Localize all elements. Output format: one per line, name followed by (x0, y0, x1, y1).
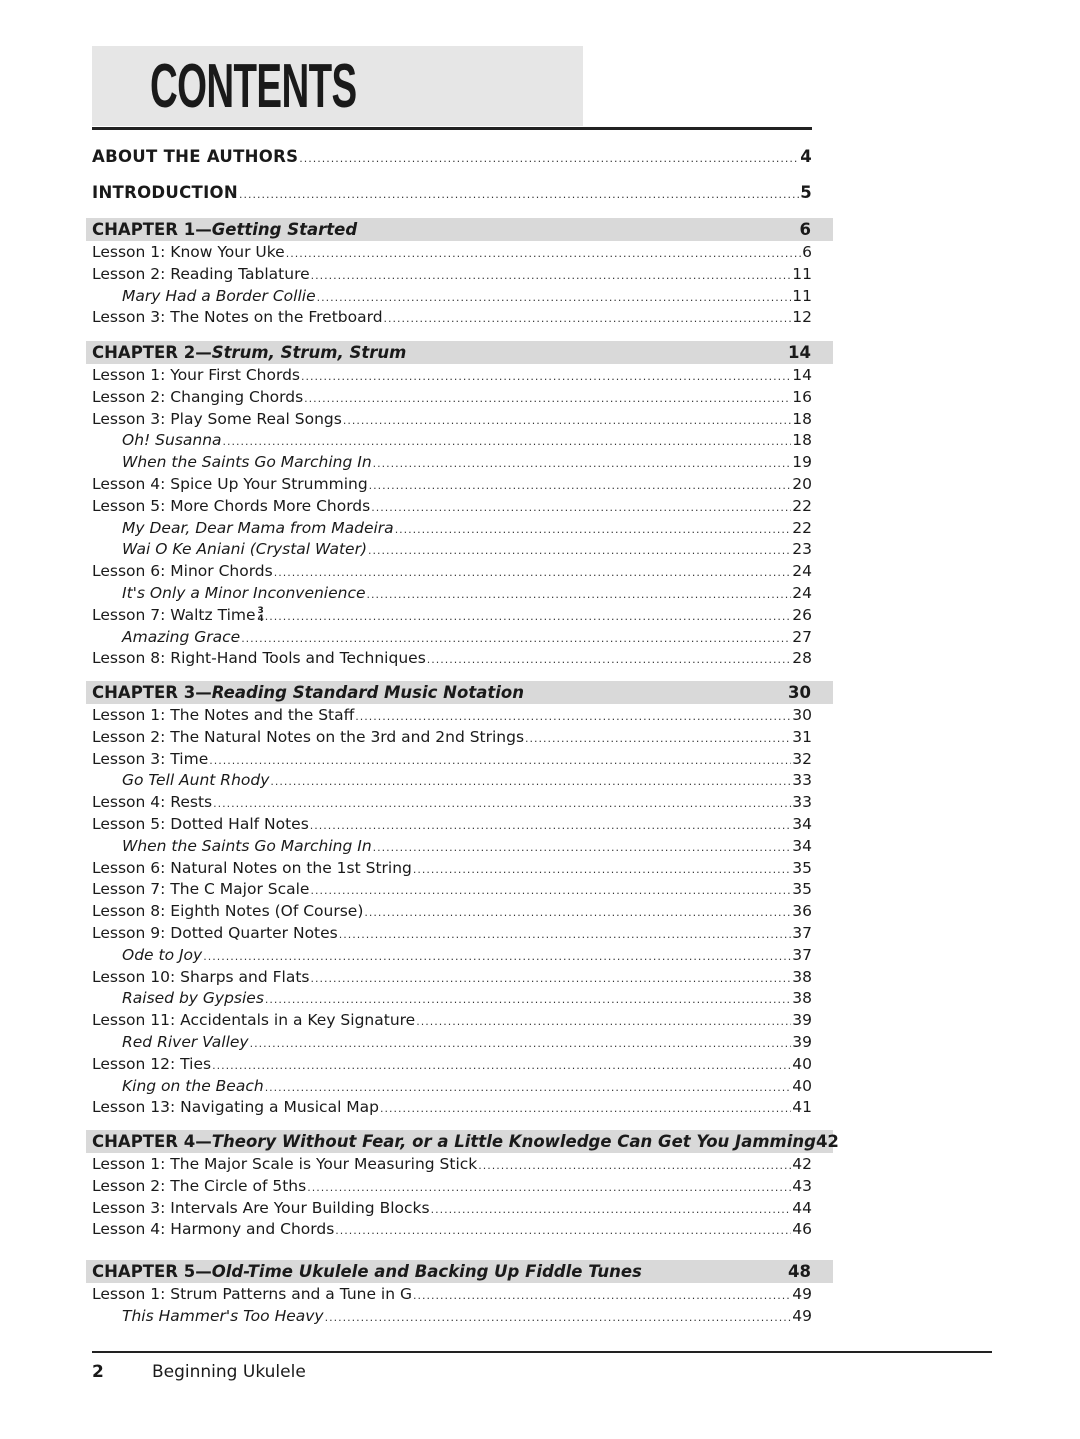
entry-label: Wai O Ke Aniani (Crystal Water) (122, 540, 368, 559)
footer-book-title: Beginning Ukulele (152, 1362, 306, 1382)
entry-page-number: 23 (792, 540, 812, 559)
entry-label: INTRODUCTION (92, 183, 238, 202)
entry-label: Lesson 1: Strum Patterns and a Tune in G (92, 1285, 413, 1303)
entry-page-number: 37 (792, 945, 812, 964)
time-signature-bottom: 4 (257, 614, 264, 625)
lesson-entry[interactable] (92, 1053, 812, 1075)
entry-page-number: 24 (792, 584, 812, 602)
entry-label: Lesson 5: More Chords More Chords (92, 496, 371, 515)
entry-label: Mary Had a Border Collie (122, 286, 316, 305)
entry-page-number: 35 (792, 880, 812, 899)
entry-label: Lesson 3: The Notes on the Fretboard (92, 308, 383, 327)
dot-leader (311, 265, 792, 287)
entry-label: Oh! Susanna (122, 431, 222, 450)
entry-page-number: 41 (792, 1098, 812, 1117)
footer-divider (92, 1351, 992, 1353)
chapter-heading[interactable] (86, 1260, 833, 1283)
dot-leader (364, 902, 791, 924)
entry-label: My Dear, Dear Mama from Madeira (122, 518, 394, 537)
entry-label: Lesson 4: Spice Up Your Strumming (92, 475, 368, 493)
song-entry[interactable] (92, 1305, 812, 1327)
entry-page-number: 18 (792, 409, 812, 428)
entry-label: Lesson 3: Play Some Real Songs (92, 409, 342, 428)
entry-page-number: 5 (800, 183, 812, 202)
dot-leader (209, 750, 791, 772)
chapter-heading[interactable] (86, 341, 833, 364)
entry-label: Lesson 2: The Natural Notes on the 3rd and 2nd Strings (92, 727, 525, 746)
entry-label: Lesson 5: Dotted Half Notes (92, 815, 309, 833)
entry-page-number: 31 (792, 727, 812, 746)
entry-label: Lesson 4: Rests (92, 793, 213, 812)
entry-page-number: 42 (792, 1155, 812, 1173)
entry-label: Lesson 12: Ties (92, 1054, 212, 1073)
entry-label: Lesson 2: Changing Chords (92, 387, 304, 406)
dot-leader (431, 1199, 792, 1221)
entry-label: Lesson 4: Harmony and Chords (92, 1220, 335, 1239)
toc-main-entry[interactable] (92, 182, 812, 204)
dot-leader (310, 815, 791, 837)
dot-leader (310, 880, 791, 902)
entry-label: Raised by Gypsies (122, 989, 264, 1008)
entry-page-number: 46 (792, 1220, 812, 1239)
entry-page-number: 11 (792, 286, 812, 305)
lesson-entry[interactable] (92, 1218, 812, 1240)
dot-leader (384, 308, 792, 330)
lesson-entry[interactable] (92, 241, 812, 263)
chapter-page-number: 6 (799, 220, 811, 239)
chapter-number: CHAPTER 1— (92, 220, 212, 239)
entry-label: Lesson 1: Your First Chords (92, 366, 301, 384)
song-entry[interactable] (92, 987, 812, 1009)
chapter-page-number: 48 (788, 1262, 811, 1281)
entry-page-number: 33 (792, 793, 812, 812)
page-title: CONTENTS (150, 52, 357, 121)
entry-page-number: 44 (792, 1198, 812, 1217)
dot-leader (212, 1055, 791, 1077)
dot-leader (343, 410, 791, 432)
dot-leader (478, 1155, 791, 1177)
entry-page-number: 34 (792, 836, 812, 855)
entry-label: Lesson 7: Waltz Time 3 4 (92, 605, 264, 625)
lesson-entry[interactable] (92, 791, 812, 813)
dot-leader (395, 519, 792, 541)
dot-leader (380, 1098, 791, 1120)
dot-leader (367, 584, 792, 606)
chapter-title: Theory Without Fear, or a Little Knowledge Can Get You Jamming (211, 1132, 816, 1151)
entry-label: Red River Valley (122, 1033, 249, 1051)
song-entry[interactable] (92, 582, 812, 604)
dot-leader (250, 1033, 792, 1055)
dot-leader (371, 497, 791, 519)
lesson-entry[interactable] (92, 1009, 812, 1031)
chapter-heading[interactable] (86, 218, 833, 241)
time-signature-top: 3 (257, 606, 264, 617)
entry-label: When the Saints Go Marching In (122, 453, 372, 472)
entry-page-number: 35 (792, 858, 812, 877)
entry-page-number: 22 (792, 496, 812, 515)
lesson-entry[interactable] (92, 1096, 812, 1118)
song-entry[interactable] (92, 451, 812, 473)
entry-page-number: 4 (800, 147, 812, 166)
dot-leader (301, 366, 791, 388)
song-entry[interactable] (92, 429, 812, 451)
entry-label: Lesson 6: Minor Chords (92, 562, 273, 581)
chapter-page-number: 30 (788, 683, 811, 702)
lesson-entry[interactable] (92, 878, 812, 900)
entry-page-number: 38 (792, 967, 812, 986)
chapter-number: CHAPTER 2— (92, 343, 212, 362)
lesson-entry[interactable] (92, 966, 812, 988)
chapter-title: Strum, Strum, Strum (211, 343, 407, 362)
entry-page-number: 20 (792, 475, 812, 493)
lesson-entry[interactable] (92, 263, 812, 285)
dot-leader (317, 287, 792, 309)
dot-leader (299, 148, 799, 170)
dot-leader (304, 388, 791, 410)
entry-page-number: 11 (792, 264, 812, 283)
dot-leader (274, 562, 792, 584)
entry-label: Lesson 1: The Major Scale is Your Measuring Stick (92, 1155, 478, 1173)
entry-label: Go Tell Aunt Rhody (122, 771, 270, 790)
lesson-entry[interactable] (92, 386, 812, 408)
time-signature (258, 607, 264, 623)
entry-label: Lesson 13: Navigating a Musical Map (92, 1098, 380, 1117)
entry-label: Lesson 3: Intervals Are Your Building Blocks (92, 1198, 430, 1217)
dot-leader (369, 475, 792, 497)
chapter-heading[interactable] (86, 681, 833, 704)
dot-leader (265, 1077, 792, 1099)
entry-page-number: 39 (792, 1033, 812, 1051)
song-entry[interactable] (92, 517, 812, 539)
lesson-entry[interactable] (92, 1197, 812, 1219)
dot-leader (325, 1307, 792, 1329)
chapter-number: CHAPTER 5— (92, 1262, 212, 1281)
dot-leader (213, 793, 791, 815)
lesson-entry[interactable] (92, 726, 812, 748)
entry-page-number: 40 (792, 1076, 812, 1095)
entry-label: Lesson 7: The C Major Scale (92, 880, 310, 899)
entry-page-number: 34 (792, 815, 812, 833)
entry-label: Lesson 8: Right-Hand Tools and Techniques (92, 649, 426, 668)
lesson-entry[interactable] (92, 495, 812, 517)
lesson-entry[interactable] (92, 364, 812, 386)
dot-leader (413, 859, 791, 881)
dot-leader (373, 837, 792, 859)
lesson-entry[interactable] (92, 1153, 812, 1175)
song-entry[interactable] (92, 538, 812, 560)
entry-label: Lesson 2: Reading Tablature (92, 264, 310, 283)
chapter-title: Getting Started (211, 220, 358, 239)
entry-label: ABOUT THE AUTHORS (92, 147, 299, 166)
entry-page-number: 12 (792, 308, 812, 327)
chapter-number: CHAPTER 4— (92, 1132, 212, 1151)
dot-leader (265, 989, 791, 1011)
entry-label: Lesson 1: Know Your Uke (92, 243, 285, 261)
entry-label: Lesson 8: Eighth Notes (Of Course) (92, 902, 364, 921)
entry-label: Amazing Grace (122, 627, 241, 646)
entry-page-number: 24 (792, 562, 812, 581)
entry-label: Lesson 9: Dotted Quarter Notes (92, 924, 338, 942)
entry-label: It's Only a Minor Inconvenience (122, 584, 366, 602)
entry-page-number: 6 (802, 243, 812, 261)
entry-page-number: 49 (792, 1306, 812, 1325)
dot-leader (416, 1011, 791, 1033)
entry-page-number: 38 (792, 989, 812, 1008)
entry-page-number: 39 (792, 1011, 812, 1030)
song-entry[interactable] (92, 626, 812, 648)
entry-label: Lesson 1: The Notes and the Staff (92, 706, 355, 724)
entry-page-number: 43 (792, 1176, 812, 1195)
song-entry[interactable] (92, 285, 812, 307)
entry-label: Lesson 6: Natural Notes on the 1st String (92, 858, 412, 877)
entry-label: Lesson 3: Time (92, 749, 209, 768)
entry-page-number: 49 (792, 1285, 812, 1303)
entry-page-number: 19 (792, 453, 812, 472)
chapter-page-number: 42 (815, 1132, 839, 1151)
dot-leader (241, 628, 791, 650)
lesson-entry[interactable] (92, 813, 812, 835)
entry-label: Lesson 2: The Circle of 5ths (92, 1176, 307, 1195)
entry-page-number: 18 (792, 431, 812, 450)
entry-page-number: 28 (792, 649, 812, 668)
lesson-entry[interactable] (92, 604, 812, 626)
lesson-entry[interactable] (92, 473, 812, 495)
dot-leader (311, 968, 792, 990)
entry-page-number: 27 (792, 627, 812, 646)
entry-label: This Hammer's Too Heavy (122, 1306, 324, 1325)
lesson-entry[interactable] (92, 647, 812, 669)
dot-leader (355, 706, 791, 728)
lesson-entry[interactable] (92, 560, 812, 582)
dot-leader (413, 1285, 791, 1307)
entry-page-number: 33 (792, 771, 812, 790)
entry-page-number: 37 (792, 924, 812, 942)
lesson-entry[interactable] (92, 408, 812, 430)
dot-leader (368, 540, 791, 562)
entry-label: When the Saints Go Marching In (122, 836, 372, 855)
dot-leader (239, 184, 799, 206)
dot-leader (203, 946, 791, 968)
dot-leader (223, 431, 792, 453)
dot-leader (525, 728, 791, 750)
footer-page-number: 2 (92, 1362, 104, 1382)
lesson-entry[interactable] (92, 900, 812, 922)
chapter-number: CHAPTER 3— (92, 683, 212, 702)
chapter-title: Reading Standard Music Notation (211, 683, 524, 702)
entry-page-number: 36 (792, 902, 812, 921)
song-entry[interactable] (92, 1075, 812, 1097)
lesson-entry[interactable] (92, 1175, 812, 1197)
lesson-entry[interactable] (92, 748, 812, 770)
chapter-page-number: 14 (788, 343, 811, 362)
dot-leader (286, 243, 801, 265)
chapter-title: Old-Time Ukulele and Backing Up Fiddle Tunes (211, 1262, 642, 1281)
entry-label: King on the Beach (122, 1076, 264, 1095)
lesson-entry[interactable] (92, 857, 812, 879)
entry-page-number: 40 (792, 1054, 812, 1073)
dot-leader (339, 924, 792, 946)
entry-page-number: 26 (792, 605, 812, 624)
chapter-heading[interactable] (86, 1130, 839, 1153)
dot-leader (373, 453, 792, 475)
song-entry[interactable] (92, 769, 812, 791)
song-entry[interactable] (92, 1031, 812, 1053)
entry-page-number: 30 (792, 706, 812, 724)
dot-leader (427, 649, 792, 671)
lesson-entry[interactable] (92, 1283, 812, 1305)
lesson-entry[interactable] (92, 922, 812, 944)
lesson-entry[interactable] (92, 704, 812, 726)
dot-leader (265, 606, 791, 628)
dot-leader (335, 1220, 791, 1242)
toc-main-entry[interactable] (92, 146, 812, 168)
entry-label: Ode to Joy (122, 945, 203, 964)
entry-label: Lesson 10: Sharps and Flats (92, 967, 310, 986)
entry-label: Lesson 11: Accidentals in a Key Signature (92, 1011, 416, 1030)
entry-page-number: 22 (792, 518, 812, 537)
lesson-entry[interactable] (92, 306, 812, 328)
entry-page-number: 16 (792, 387, 812, 406)
entry-page-number: 14 (792, 366, 812, 384)
dot-leader (307, 1177, 791, 1199)
song-entry[interactable] (92, 944, 812, 966)
song-entry[interactable] (92, 835, 812, 857)
dot-leader (270, 771, 791, 793)
entry-page-number: 32 (792, 749, 812, 768)
